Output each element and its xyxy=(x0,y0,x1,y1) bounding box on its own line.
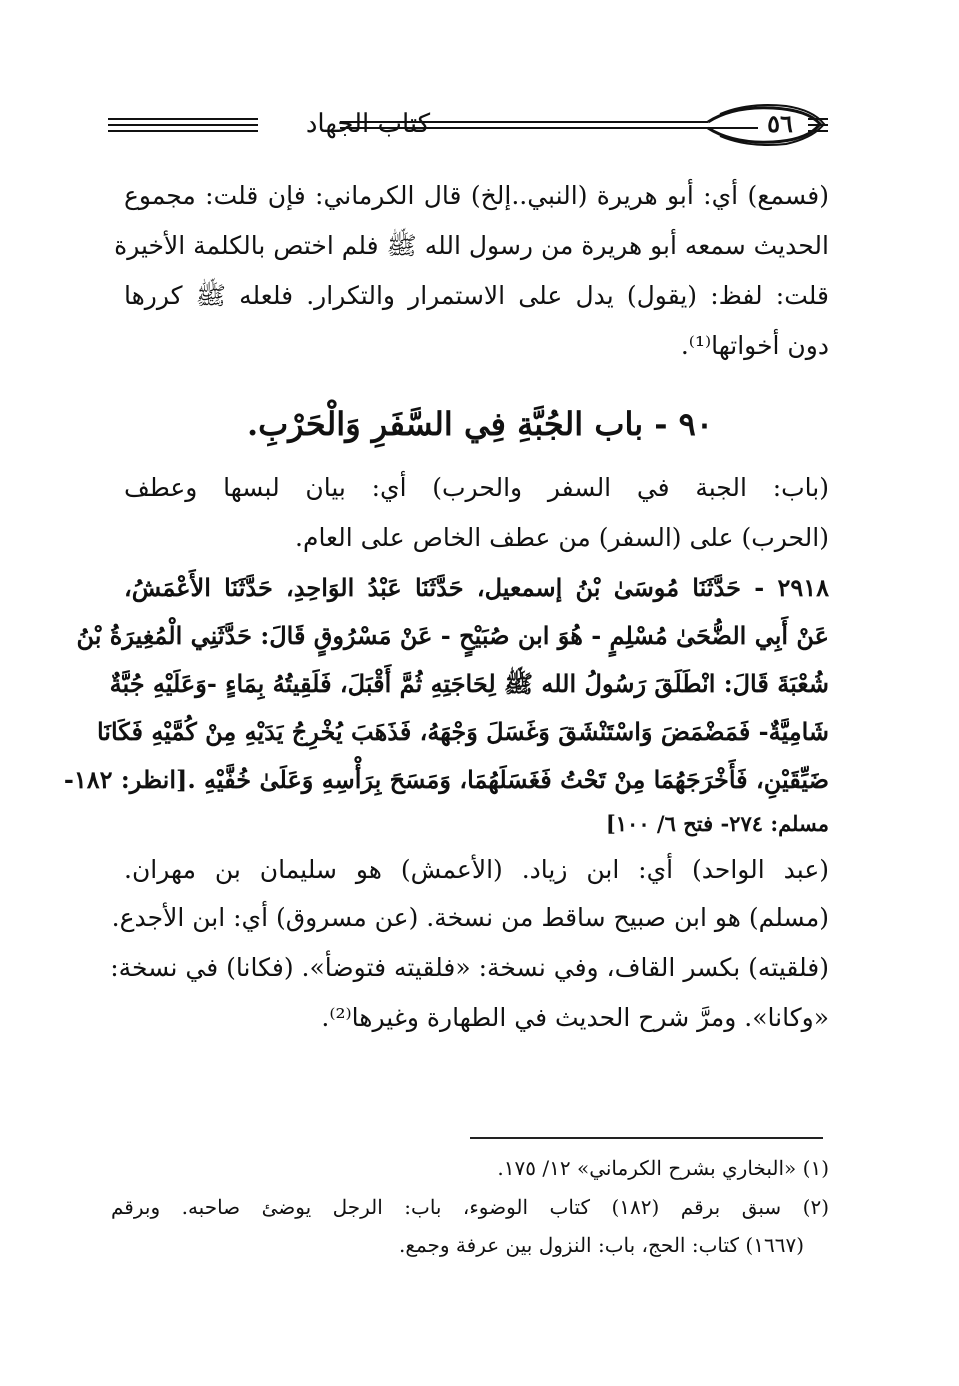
commentary-line: (عبد الواحد) أي: ابن زياد. (الأعمش) هو سليمان بن مهران. xyxy=(124,855,829,884)
chapter-explanation-line: (باب: الجبة في السفر والحرب) أي: بيان لبسها وعطف xyxy=(124,473,829,502)
footnote-2: (٢) سبق برقم (١٨٢) كتاب الوضوء، باب: الرجل يوضئ صاحبه. وبرقم xyxy=(111,1195,829,1219)
intro-line: قلت: لفظ: (يقول) يدل على الاستمرار والتكرار. فلعله ﷺ كررها xyxy=(124,281,829,310)
footnote-separator xyxy=(470,1137,823,1139)
footnote-2-continuation: (١٦٦٧) كتاب: الحج، باب: النزول بين عرفة وجمع. xyxy=(398,1233,804,1257)
page-number: ٥٦ xyxy=(767,109,793,138)
footnote-1: (١) «البخاري بشرح الكرماني» ١٢/ ١٧٥. xyxy=(497,1156,829,1180)
commentary-line: (فلقيته) بكسر القاف، وفي نسخة: «فلقيته فتوضأ». (فكانا) في نسخة: xyxy=(110,953,829,982)
commentary-line: (مسلم) هو ابن صبيح ساقط من نسخة. (عن مسروق) أي: ابن الأجدع. xyxy=(111,903,829,932)
running-title: كتاب الجهاد xyxy=(305,109,431,139)
chapter-explanation-line: (الحرب) على (السفر) من عطف الخاص على العام. xyxy=(295,523,829,552)
commentary-line: «وكانا». ومرَّ شرح الحديث في الطهارة وغيرها⁽²⁾. xyxy=(321,1003,829,1032)
hadith-line: شُعْبَةَ قَالَ: انْطَلَقَ رَسُولُ الله ﷺ لِحَاجَتِهِ ثُمَّ أَقْبَلَ، فَلَقِيتُهُ بِمَاءٍ -وَعَلَيْهِ جُبَّةٌ xyxy=(109,669,829,698)
intro-line: (فسمع) أي: أبو هريرة (النبي..إلخ) قال الكرماني: فإن قلت: مجموع xyxy=(124,181,829,210)
hadith-line: ضَيِّقَيْنِ، فَأَخْرَجَهُمَا مِنْ تَحْتُ فَغَسَلَهُمَا، وَمَسَحَ بِرَأْسِهِ وَعَلَىٰ خُفَّيْهِ .[انظر: ١٨٢- xyxy=(63,765,829,794)
page-header xyxy=(108,100,828,150)
hadith-line: عَنْ أَبِي الضُّحَىٰ مُسْلِمٍ - هُوَ ابن صُبَيْحٍ - عَنْ مَسْرُوقٍ قَالَ: حَدَّثَنِي الْمُغِيرَةُ بْنُ xyxy=(76,621,829,650)
hadith-line: شَامِيَّةٌ- فَمَضْمَضَ وَاسْتَنْشَقَ وَغَسَلَ وَجْهَهُ، فَذَهَبَ يُخْرِجُ يَدَيْهِ مِنْ كُمَّيْهِ فَكَانَا xyxy=(96,717,829,746)
hadith-line: ٢٩١٨ - حَدَّثَنَا مُوسَىٰ بْنُ إسمعيل، حَدَّثَنَا عَبْدُ الوَاحِدِ، حَدَّثَنَا الأَعْمَشُ، xyxy=(124,573,829,602)
hadith-reference: مسلم: ٢٧٤- فتح ٦/ ١٠٠] xyxy=(605,811,829,836)
chapter-heading: ٩٠ - باب الجُبَّةِ فِي السَّفَرِ وَالْحَرْبِ. xyxy=(246,405,714,443)
intro-line: دون أخواتها⁽¹⁾. xyxy=(680,331,829,360)
intro-line: الحديث سمعه أبو هريرة من رسول الله ﷺ فلم اختص بالكلمة الأخيرة xyxy=(114,231,829,260)
